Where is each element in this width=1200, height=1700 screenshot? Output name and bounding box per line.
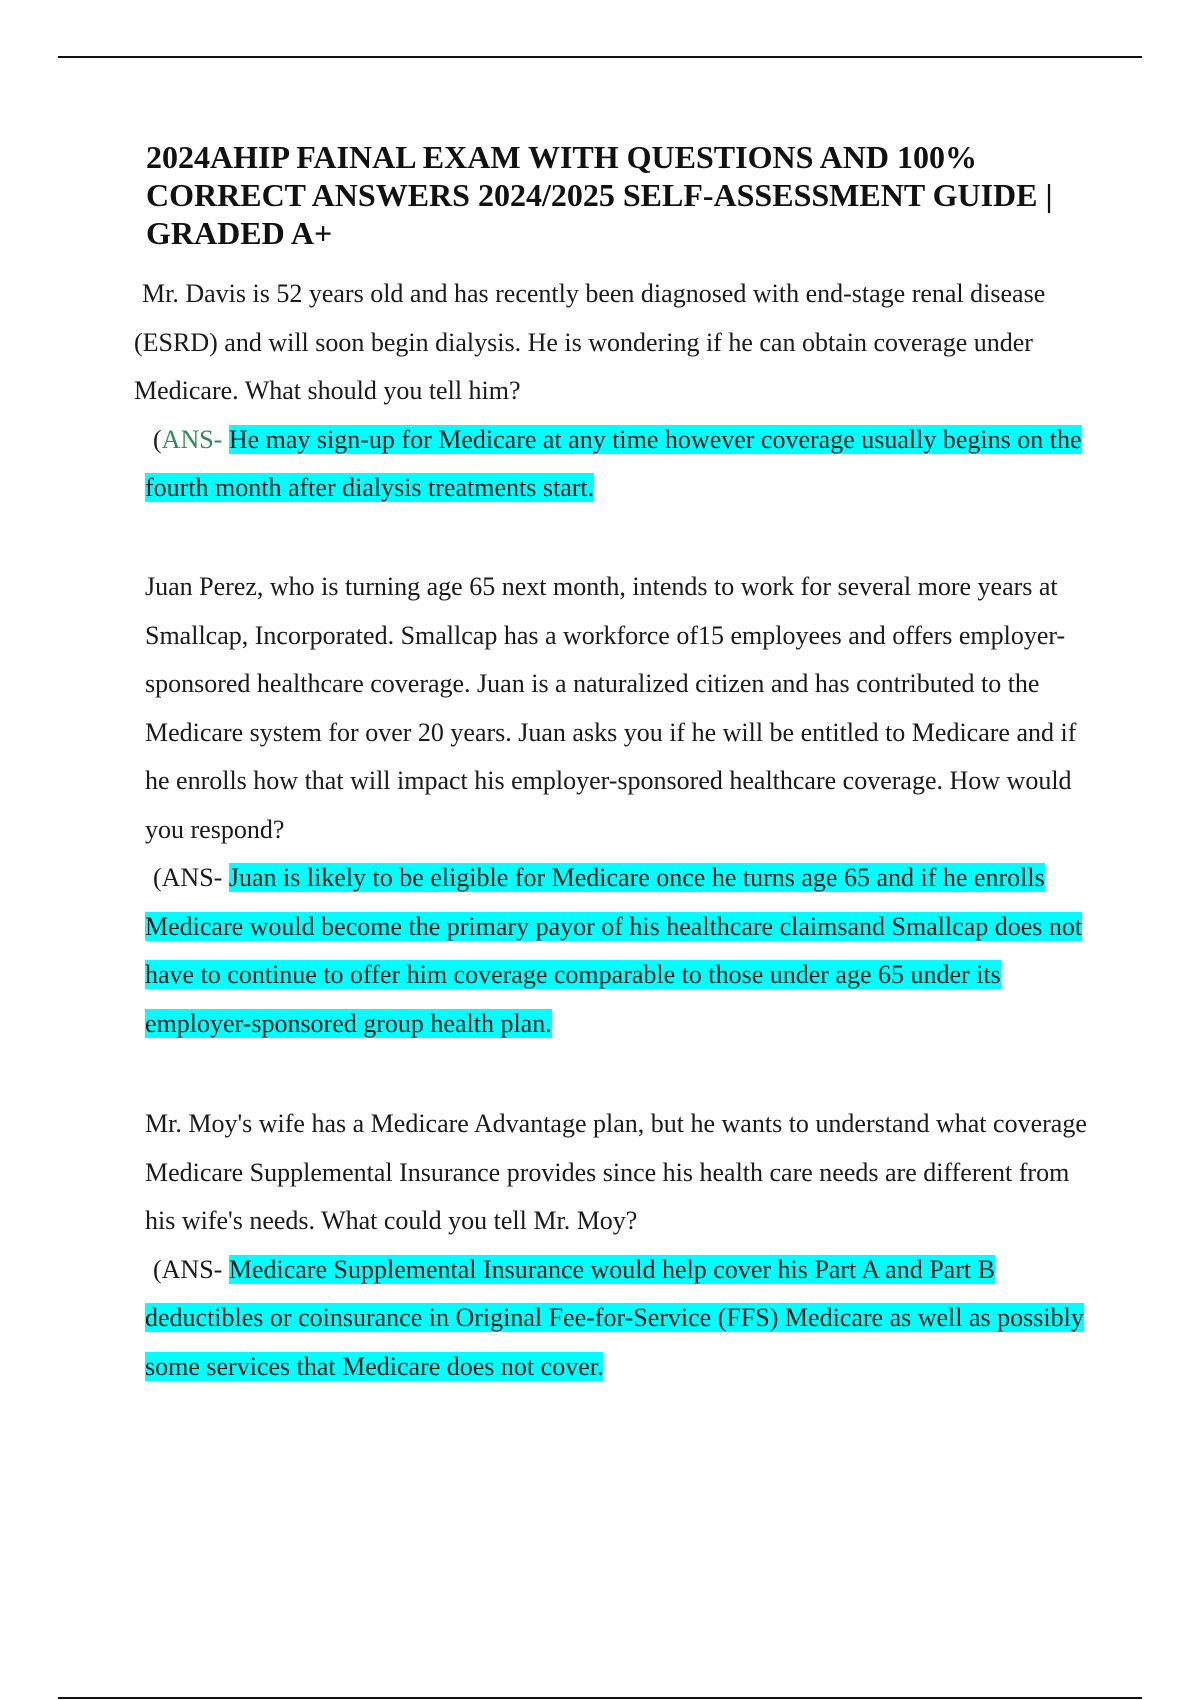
answer-2-label: (ANS-: [153, 863, 223, 892]
answer-1-open-paren: (: [153, 424, 162, 454]
document-title: 2024AHIP FAINAL EXAM WITH QUESTIONS AND 100% CORRECT ANSWERS 2024/2025 SELF-ASSESSMENT GUIDE | GRADED A+: [146, 139, 1053, 251]
answer-1-label: ANS-: [161, 424, 223, 454]
qa-item-3: [145, 1100, 1105, 1391]
top-rule: [58, 56, 1142, 58]
answer-3-text: Medicare Supplemental Insurance would help cover his Part A and Part B deductibles or coinsurance in Original Fee-for-Service (FFS) Medicare as well as possibly some services that Medicare does not cover.: [145, 1254, 1084, 1381]
answer-2-text: Juan is likely to be eligible for Medicare once he turns age 65 and if he enrolls Medicare would become the primary payor of his healthcare claimsand Smallcap does not have to continue to offer him coverage comparable to those under age 65 under its employer-sponsored group health plan.: [145, 863, 1083, 1038]
answer-1-text: He may sign-up for Medicare at any time however coverage usually begins on the fourth month after dialysis treatments start.: [145, 424, 1082, 502]
qa-item-1: [134, 270, 1094, 513]
bottom-rule: [58, 1697, 1142, 1699]
question-1: Mr. Davis is 52 years old and has recently been diagnosed with end-stage renal disease (ESRD) and will soon begin dialysis. He is wondering if he can obtain coverage under Medicare. What should you tell him?: [134, 279, 1046, 405]
question-3: Mr. Moy's wife has a Medicare Advantage plan, but he wants to understand what coverage Medicare Supplemental Insurance provides since his health care needs are different from his wife's needs. What could you tell Mr. Moy?: [145, 1109, 1087, 1235]
answer-3: [145, 1246, 1105, 1392]
answer-2: [145, 854, 1105, 1048]
answer-3-label: (ANS-: [153, 1254, 223, 1284]
qa-item-2: [145, 563, 1105, 1048]
question-2: Juan Perez, who is turning age 65 next month, intends to work for several more years at Smallcap, Incorporated. Smallcap has a workforce of15 employees and offers employer-sponsored healthcare coverage. Juan is a naturalized citizen and has contributed to the Medicare system for over 20 years. Juan asks you if he will be entitled to Medicare and if he enrolls how that will impact his employer-sponsored healthcare coverage. How would you respond?: [145, 572, 1077, 844]
answer-1: [134, 416, 1094, 513]
